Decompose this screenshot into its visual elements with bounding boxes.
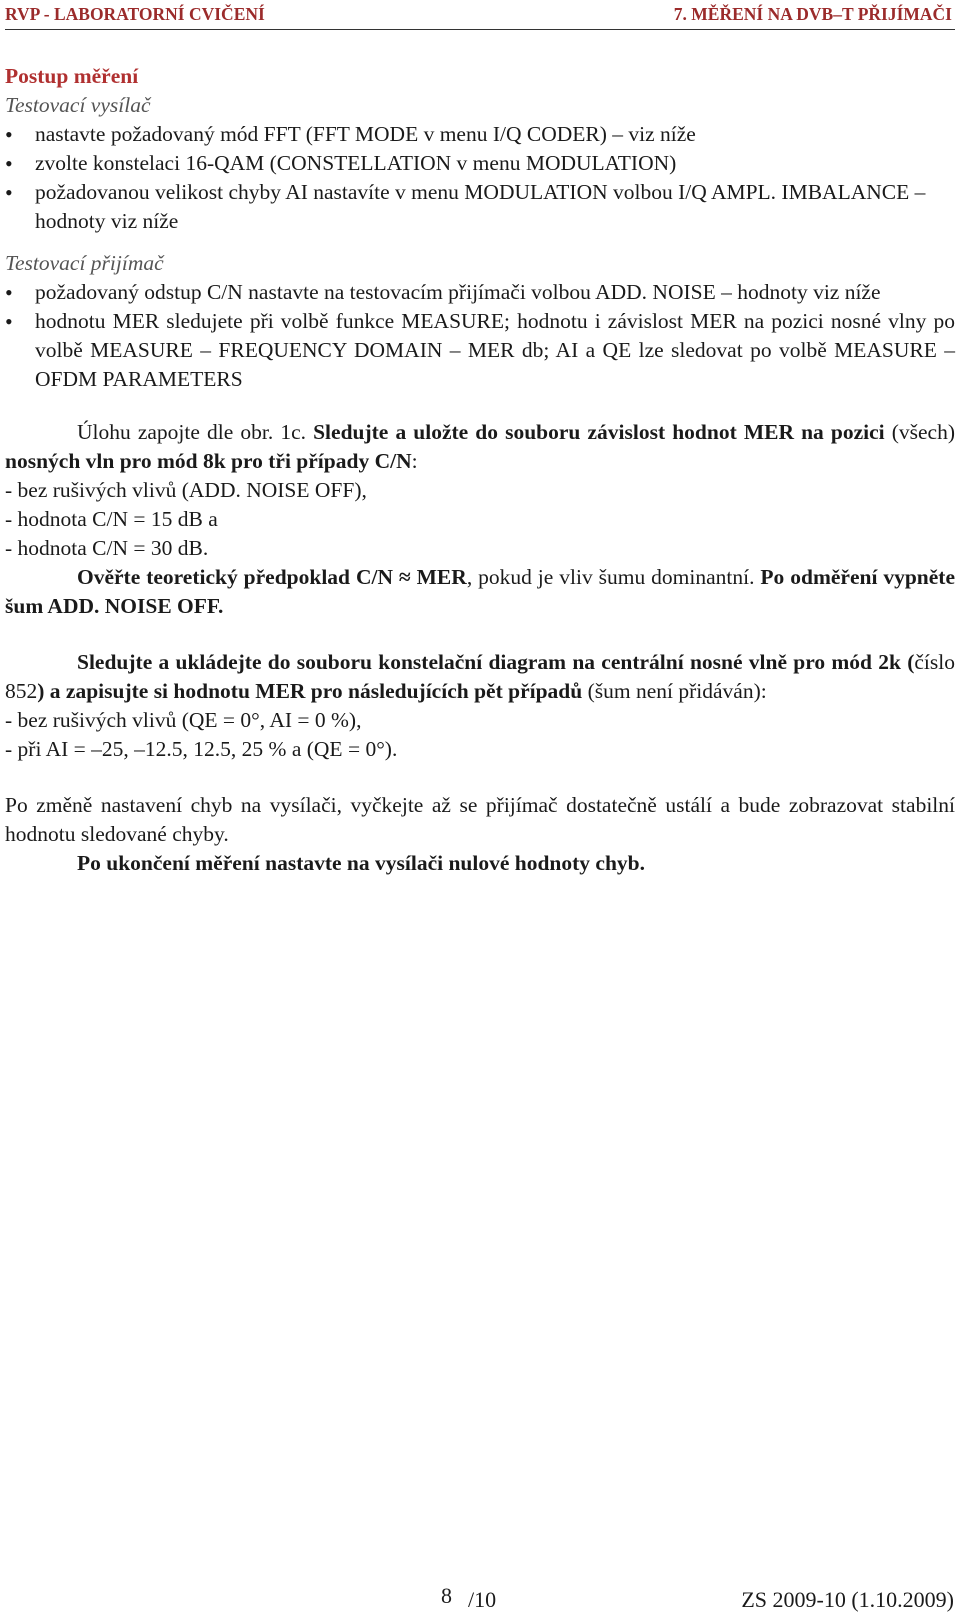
task1-plain-b: (všech)	[884, 420, 956, 444]
task2-plain-a: číslo 852	[5, 650, 955, 703]
list-item: • nastavte požadovaný mód FFT (FFT MODE v menu I/Q CODER) – viz níže	[5, 120, 955, 149]
task1-case: - bez rušivých vlivů (ADD. NOISE OFF),	[5, 478, 367, 502]
list-item: • zvolte konstelaci 16-QAM (CONSTELLATION v menu MODULATION)	[5, 149, 955, 178]
running-header	[5, 4, 952, 26]
footer-date: ZS 2009-10 (1.10.2009)	[741, 1587, 954, 1612]
task2-case: - bez rušivých vlivů (QE = 0°, AI = 0 %),	[5, 708, 362, 732]
verify-bold-a: Ověřte teoretický předpoklad C/N ≈ MER	[77, 565, 467, 589]
task1-case: - hodnota C/N = 30 dB.	[5, 536, 209, 560]
task2-bold-b: ) a zapisujte si hodnotu MER pro následujících pět případů	[37, 679, 583, 703]
task2-paragraph	[5, 648, 955, 706]
receiver-list	[5, 278, 955, 394]
task2-case: - při AI = –25, –12.5, 12.5, 25 % a (QE = 0°).	[5, 737, 398, 761]
verify-plain: , pokud je vliv šumu dominantní.	[466, 565, 761, 589]
header-left: RVP - LABORATORNÍ CVIČENÍ	[5, 4, 265, 24]
task1-verify	[5, 563, 955, 621]
page-total: /10	[468, 1587, 497, 1612]
spacer	[5, 236, 955, 249]
header-divider	[5, 29, 955, 30]
transmitter-title: Testovací vysílač	[5, 93, 151, 117]
spacer	[5, 621, 955, 648]
spacer	[5, 394, 955, 418]
task1-bold-b: nosných vln pro mód 8k pro tři případy C/N	[5, 449, 412, 473]
page-number: 8	[441, 1583, 452, 1608]
task1-case: - hodnota C/N = 15 dB a	[5, 507, 218, 531]
spacer	[5, 764, 955, 791]
task1-plain-c: :	[411, 449, 418, 473]
task2-plain-b: (šum není přidáván):	[582, 679, 767, 703]
document-body	[5, 62, 955, 878]
list-item: • hodnotu MER sledujete při volbě funkce MEASURE; hodnotu i závislost MER na pozici nosné vlny po volbě MEASURE – FREQUENCY DOMAIN – MER db; AI a QE lze sledovat po volbě MEASURE – OFDM PARAMETERS	[5, 307, 955, 394]
verify-bold-b: Po odměření vypněte šum ADD. NOISE OFF.	[5, 565, 956, 618]
task1-intro: Úlohu zapojte dle obr. 1c.	[77, 420, 314, 444]
task1-bold-a: Sledujte a uložte do souboru závislost hodnot MER na pozici	[313, 420, 885, 444]
page-footer	[0, 1583, 960, 1619]
receiver-title: Testovací přijímač	[5, 251, 164, 275]
header-right: 7. MĚŘENÍ NA DVB–T PŘIJÍMAČI	[673, 4, 952, 24]
task3-paragraph: Po změně nastavení chyb na vysílači, vyčkejte až se přijímač dostatečně ustálí a bude zobrazovat stabilní hodnotu sledované chyby.	[5, 793, 955, 846]
section-title: Postup měření	[5, 64, 139, 88]
list-item: • požadovanou velikost chyby AI nastavíte v menu MODULATION volbou I/Q AMPL. IMBALANCE – hodnoty viz níže	[5, 178, 955, 236]
transmitter-list	[5, 120, 955, 236]
task3-final: Po ukončení měření nastavte na vysílači nulové hodnoty chyb.	[77, 851, 646, 875]
list-item: • požadovaný odstup C/N nastavte na testovacím přijímači volbou ADD. NOISE – hodnoty viz níže	[5, 278, 955, 307]
task2-bold-a: Sledujte a ukládejte do souboru konstelační diagram na centrální nosné vlně pro mód 2k (	[77, 650, 915, 674]
task1-paragraph	[5, 418, 955, 476]
